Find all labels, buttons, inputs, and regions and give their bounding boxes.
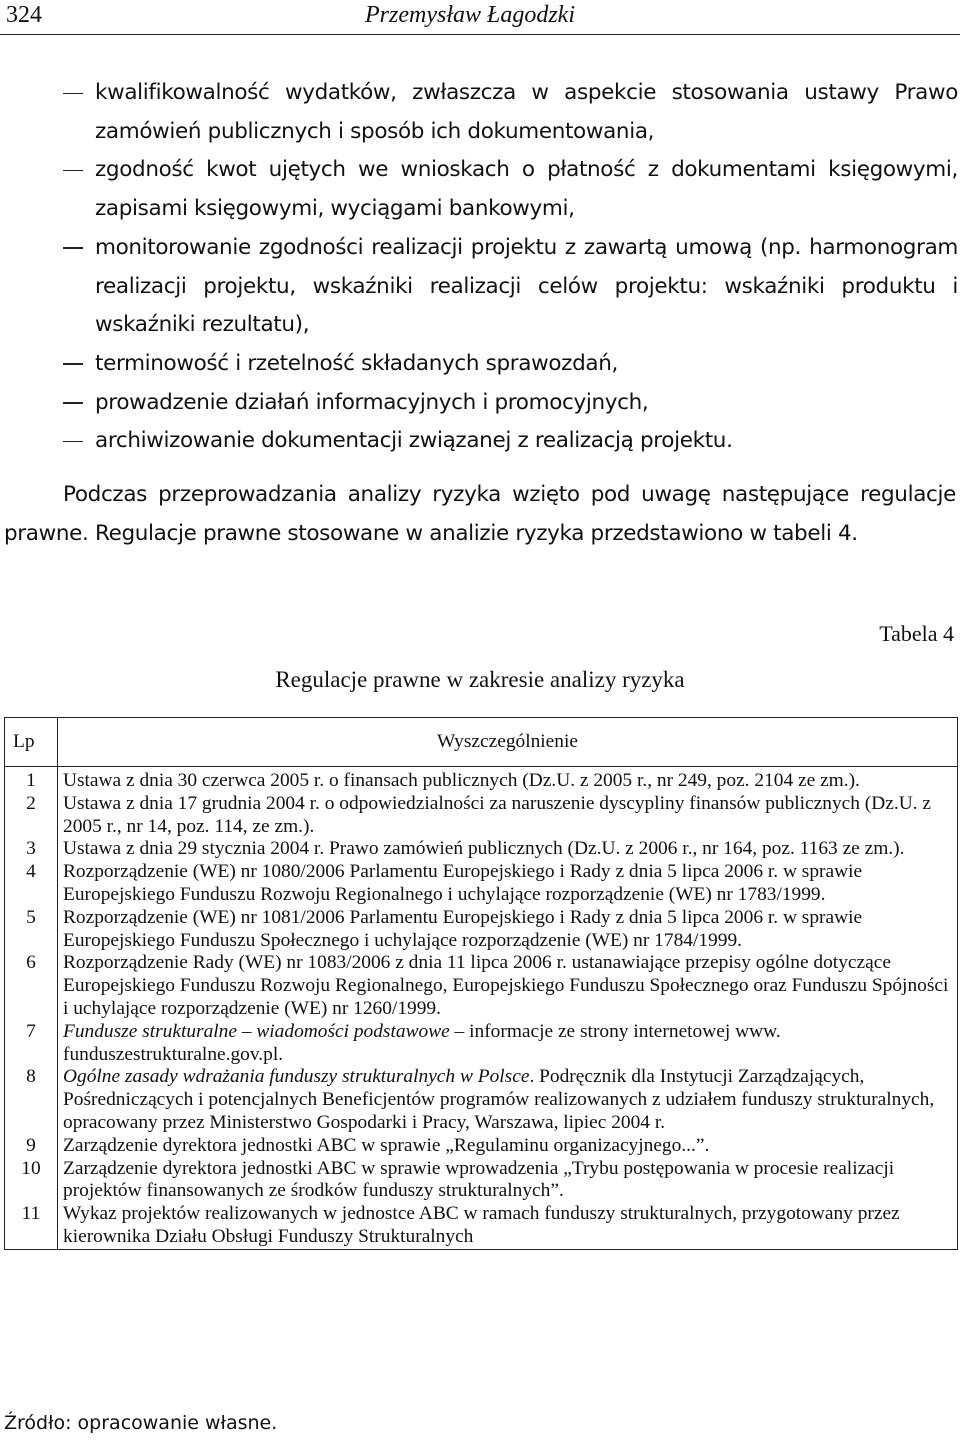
- row-text-content: Ustawa z dnia 29 stycznia 2004 r. Prawo zamówień publicznych (Dz.U. z 2006 r., nr 164, poz. 1163 ze zm.).: [63, 838, 905, 860]
- row-text-content: Ustawa z dnia 30 czerwca 2005 r. o finansach publicznych (Dz.U. z 2005 r., nr 249, poz. 2104 ze zm.).: [63, 770, 860, 791]
- row-number: 7: [5, 1021, 58, 1067]
- table-row: [5, 838, 958, 861]
- table-row: [5, 952, 958, 1020]
- list-item-text: archiwizowanie dokumentacji związanej z realizacją projektu.: [95, 428, 733, 454]
- list-item: [0, 384, 960, 423]
- header-description: Wyszczególnienie: [58, 718, 958, 767]
- row-number: 9: [5, 1135, 58, 1158]
- row-text-content: Rozporządzenie Rady (WE) nr 1083/2006 z dnia 11 lipca 2006 r. ustanawiające przepisy ogólne dotyczące Europejskiego Funduszu Rozwoju Regionalnego, Europejskiego Funduszu Społecznego oraz Funduszu Spójności i uchylające rozporządzenie (WE) nr 1260/1999.: [63, 952, 949, 1019]
- row-text: [58, 793, 958, 839]
- running-head: Przemysław Łagodzki: [365, 2, 575, 28]
- row-text: [58, 1021, 958, 1067]
- row-italic-title: Ogólne zasady wdrażania funduszy strukturalnych w Polsce: [63, 1066, 530, 1088]
- row-number: 11: [5, 1203, 58, 1249]
- row-italic-title: Fundusze strukturalne – wiadomości podstawowe: [63, 1020, 450, 1042]
- table-row: [5, 1158, 958, 1204]
- row-text: [58, 838, 958, 861]
- header-lp: Lp: [5, 718, 58, 767]
- list-item-text: zgodność kwot ujętych we wnioskach o płatność z dokumentami księgowymi, zapisami księgowymi, wyciągami bankowymi,: [95, 157, 958, 222]
- row-text-content: Rozporządzenie (WE) nr 1080/2006 Parlamentu Europejskiego i Rady z dnia 5 lipca 2006 r. w sprawie Europejskiego Funduszu Rozwoju Regionalnego i uchylające rozporządzenie (WE) nr 1783/1999.: [63, 861, 863, 905]
- dash-icon: [63, 402, 83, 403]
- table-row: [5, 1203, 958, 1249]
- row-text: [58, 1066, 958, 1134]
- list-item: [0, 151, 960, 228]
- row-text: [58, 861, 958, 907]
- table-title: Regulacje prawne w zakresie analizy ryzyka: [275, 667, 685, 692]
- table-row: [5, 793, 958, 839]
- list-item: [0, 345, 960, 384]
- body-paragraph: Podczas przeprowadzania analizy ryzyka wzięto pod uwagę następujące regulacje prawne. Regulacje prawne stosowane w analizie ryzyka przedstawiono w tabeli 4.: [4, 482, 956, 546]
- dash-icon: [63, 170, 83, 171]
- dash-icon: [63, 247, 83, 248]
- row-number: 10: [5, 1158, 58, 1204]
- row-number: 2: [5, 793, 58, 839]
- row-text: [58, 1158, 958, 1204]
- page-number: 324: [6, 2, 42, 28]
- row-number: 8: [5, 1066, 58, 1134]
- row-text: [58, 767, 958, 793]
- row-text-content: Ustawa z dnia 17 grudnia 2004 r. o odpowiedzialności za naruszenie dyscypliny finansów publicznych (Dz.U. z 2005 r., nr 14, poz. 114, ze zm.).: [63, 792, 932, 837]
- row-text-content: Wykaz projektów realizowanych w jednostce ABC w ramach funduszy strukturalnych, przygotowany przez kierownika Działu Obsługi Funduszy Strukturalnych: [63, 1203, 900, 1247]
- list-item-text: monitorowanie zgodności realizacji projektu z zawartą umową (np. harmonogram realizacji projektu, wskaźniki realizacji celów projektu: wskaźniki produktu i wskaźniki rezultatu),: [95, 234, 958, 338]
- dash-icon: [63, 441, 83, 442]
- bullet-list: [0, 74, 960, 461]
- row-text-content: – informacje ze strony internetowej www. funduszestrukturalne.gov.pl.: [63, 1020, 781, 1065]
- dash-icon: [63, 363, 83, 364]
- row-number: 5: [5, 907, 58, 953]
- source-note: Źródło: opracowanie własne.: [4, 1412, 278, 1434]
- row-number: 4: [5, 861, 58, 907]
- table-row: [5, 1135, 958, 1158]
- table-caption: Tabela 4: [879, 621, 954, 646]
- table-row: [5, 861, 958, 907]
- table-row: [5, 1021, 958, 1067]
- row-text-content: Zarządzenie dyrektora jednostki ABC w sprawie wprowadzenia „Trybu postępowania w procesie realizacji projektów finansowanych ze środków funduszy strukturalnych”.: [63, 1157, 895, 1202]
- row-text: [58, 1203, 958, 1249]
- list-item: [0, 422, 960, 461]
- row-number: 6: [5, 952, 58, 1020]
- dash-icon: [63, 93, 83, 94]
- table-header-row: [5, 718, 958, 767]
- list-item-text: kwalifikowalność wydatków, zwłaszcza w aspekcie stosowania ustawy Prawo zamówień publicznych i sposób ich dokumentowania,: [95, 80, 958, 144]
- row-text-content: . Podręcznik dla Instytucji Zarządzających, Pośredniczących i potencjalnych Beneficjentów programów realizowanych z udziałem funduszy strukturalnych, opracowany przez Ministerstwo Gospodarki i Pracy, Warszawa, lipiec 2004 r.: [63, 1066, 935, 1133]
- row-text: [58, 1135, 958, 1158]
- row-text: [58, 952, 958, 1020]
- regulations-table: [4, 717, 958, 1250]
- table-row: [5, 907, 958, 953]
- list-item-text: prowadzenie działań informacyjnych i promocyjnych,: [95, 389, 649, 415]
- row-number: 1: [5, 767, 58, 793]
- row-number: 3: [5, 838, 58, 861]
- page-header: [0, 0, 960, 35]
- list-item: [0, 74, 960, 151]
- row-text-content: Rozporządzenie (WE) nr 1081/2006 Parlamentu Europejskiego i Rady z dnia 5 lipca 2006 r. w sprawie Europejskiego Funduszu Społecznego i uchylające rozporządzenie (WE) nr 1784/1999.: [63, 906, 863, 951]
- list-item-text: terminowość i rzetelność składanych sprawozdań,: [95, 350, 618, 376]
- row-text-content: Zarządzenie dyrektora jednostki ABC w sprawie „Regulaminu organizacyjnego...”.: [63, 1134, 710, 1156]
- list-item: [0, 229, 960, 345]
- row-text: [58, 907, 958, 953]
- table-row: [5, 1066, 958, 1134]
- table-row: [5, 767, 958, 793]
